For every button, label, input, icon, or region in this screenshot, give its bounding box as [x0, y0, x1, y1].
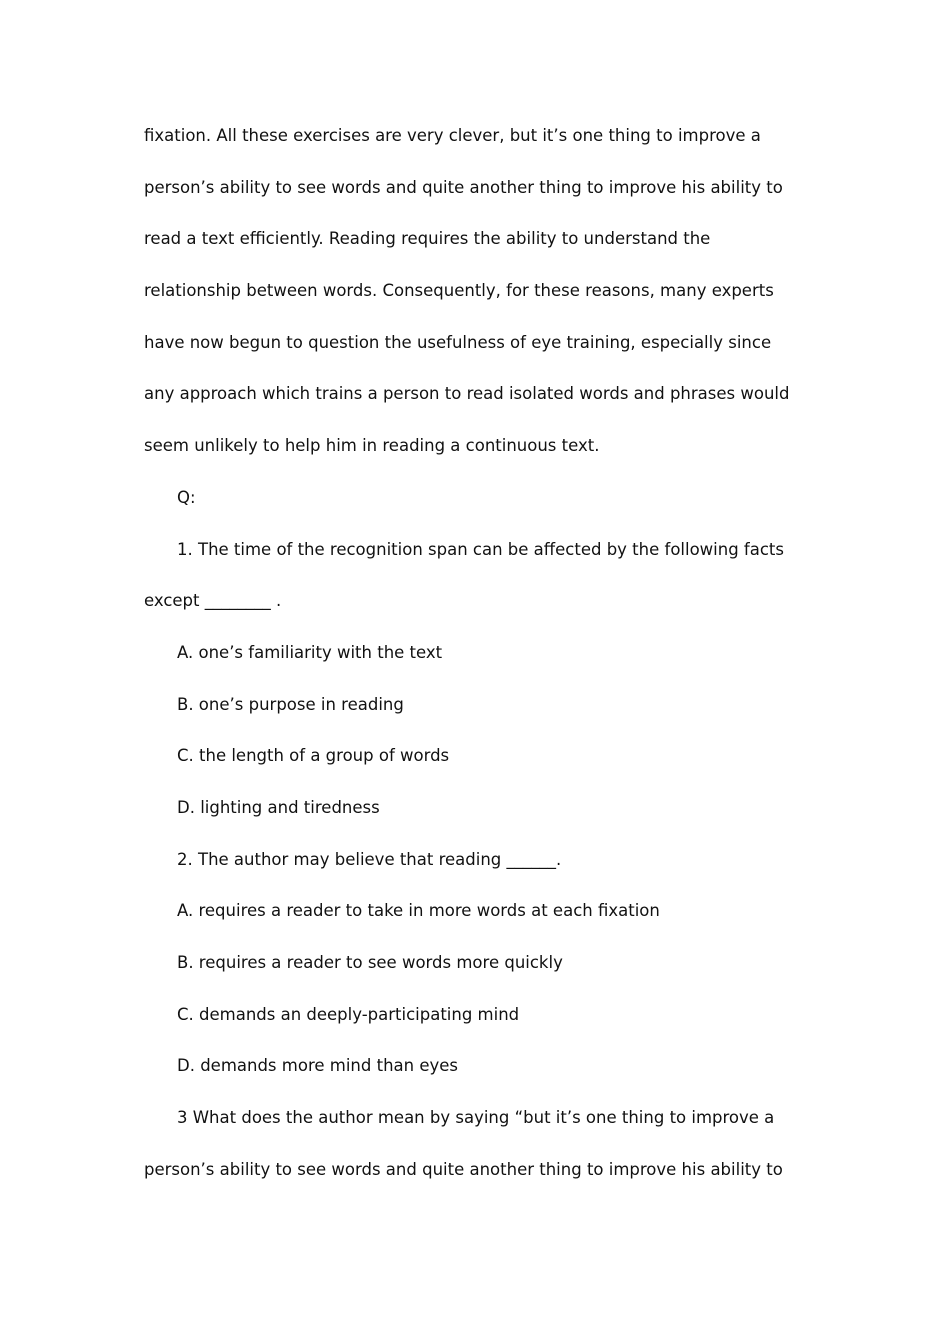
question-1-option-a: A. one’s familiarity with the text — [177, 642, 443, 662]
document-body — [144, 110, 814, 1195]
question-1-stem: 1. The time of the recognition span can be affected by the following facts — [177, 539, 784, 559]
passage-line: person’s ability to see words and quite another thing to improve his ability to — [144, 177, 783, 197]
question-2-stem: 2. The author may believe that reading ______. — [177, 849, 562, 869]
passage-line: relationship between words. Consequently, for these reasons, many experts — [144, 281, 774, 301]
question-1-option-d: D. lighting and tiredness — [177, 797, 380, 817]
question-3-stem: 3 What does the author mean by saying “but it’s one thing to improve a — [177, 1108, 775, 1128]
question-3-stem-continued: person’s ability to see words and quite another thing to improve his ability to — [144, 1159, 783, 1179]
passage-line: fixation. All these exercises are very clever, but it’s one thing to improve a — [144, 126, 761, 145]
passage-line: seem unlikely to help him in reading a continuous text. — [144, 436, 600, 456]
question-1-option-c: C. the length of a group of words — [177, 746, 450, 766]
question-2-option-b: B. requires a reader to see words more quickly — [177, 953, 563, 972]
question-1-option-b: B. one’s purpose in reading — [177, 694, 404, 714]
question-2-option-d: D. demands more mind than eyes — [177, 1056, 458, 1076]
questions-heading: Q: — [177, 487, 196, 507]
passage-line: read a text efficiently. Reading requires the ability to understand the — [144, 229, 711, 249]
passage-line: any approach which trains a person to read isolated words and phrases would — [144, 384, 790, 404]
question-1-stem-continued: except ________ . — [144, 591, 282, 611]
question-2-option-c: C. demands an deeply-participating mind — [177, 1004, 520, 1024]
question-2-option-a: A. requires a reader to take in more words at each fixation — [177, 901, 660, 921]
passage-line: have now begun to question the usefulness of eye training, especially since — [144, 332, 772, 352]
